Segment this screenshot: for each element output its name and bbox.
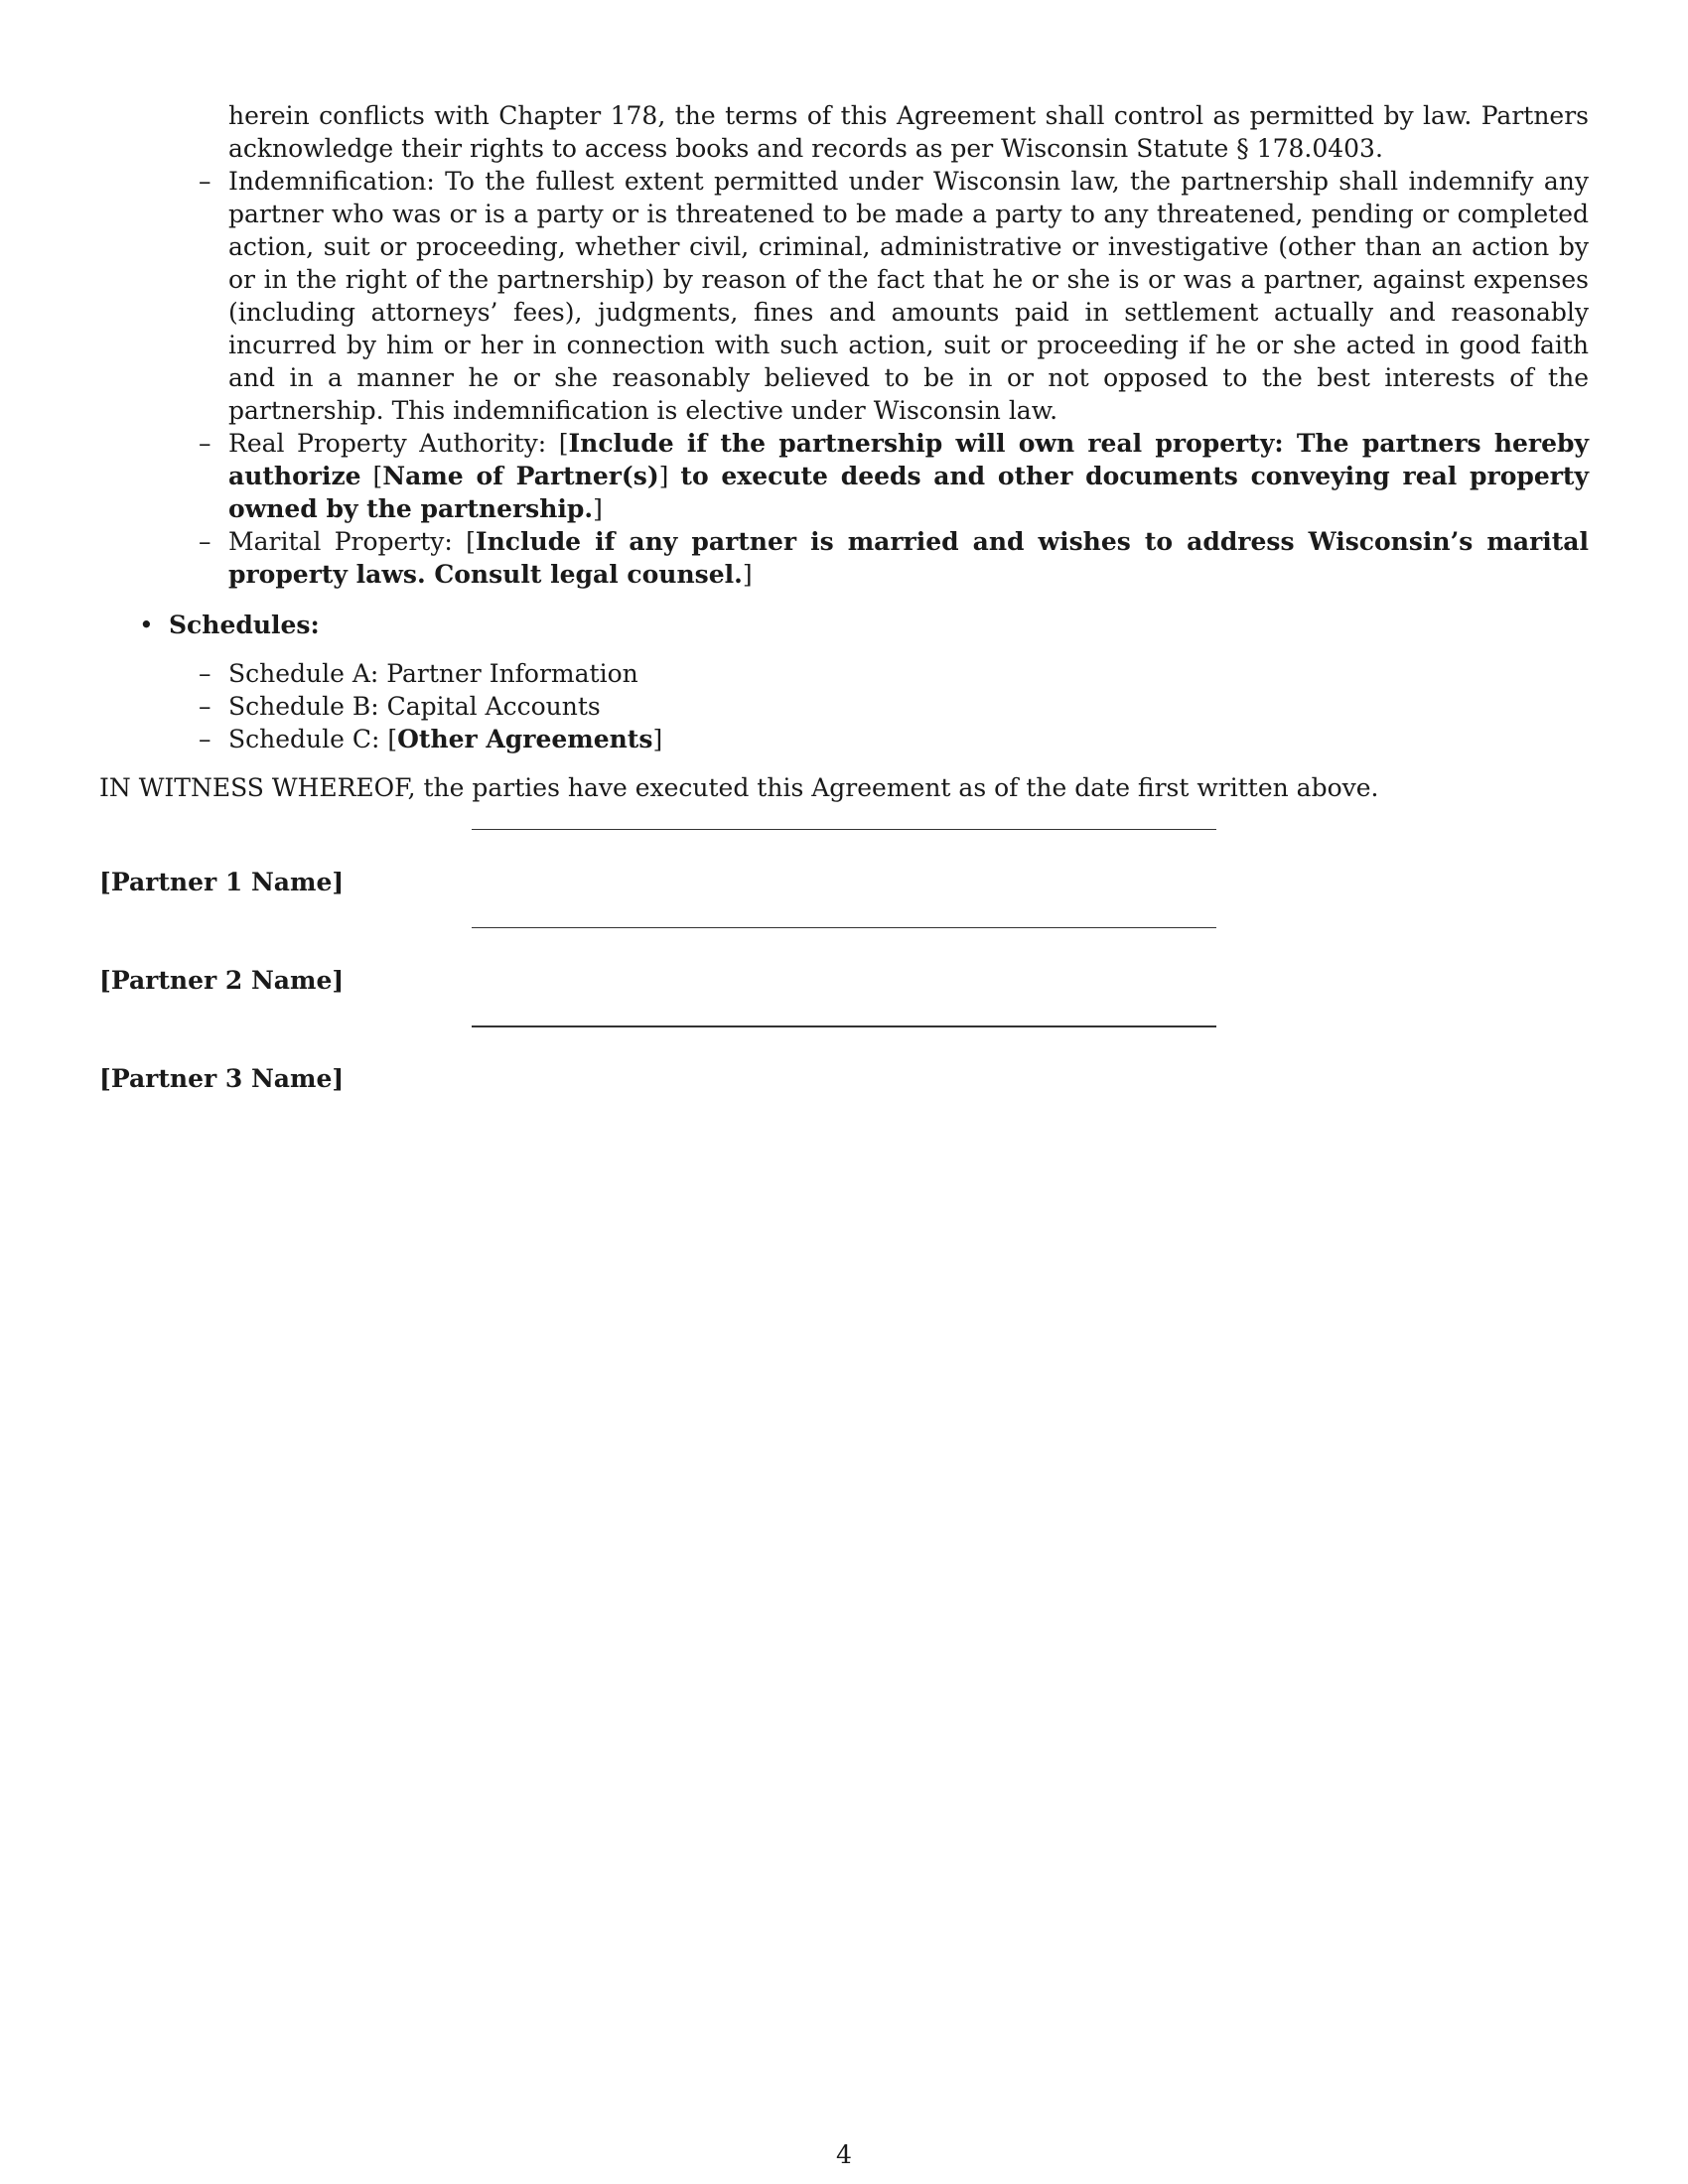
partner-name: [Partner 3 Name] (99, 1064, 345, 1093)
schedule-title: Other Agreements (397, 725, 653, 753)
clause-indemnification (199, 165, 1589, 427)
signature-block-1 (99, 829, 1589, 927)
clause-list (99, 165, 1589, 591)
dash-marker: – (199, 167, 211, 196)
dash-marker: – (199, 692, 211, 721)
schedule-prefix: Schedule B: (228, 692, 379, 721)
schedules-section (139, 609, 1589, 641)
page-number: 4 (836, 2140, 852, 2169)
schedule-title: Capital Accounts (386, 692, 601, 721)
clause-label: Indemnification: (228, 167, 435, 196)
schedules-heading: Schedules: (169, 611, 320, 639)
clause-real-property-authority: – Real Property Authority: [Include if the partnership will own real property: The partners hereby authorize [Name of Partner(s)] to execute deeds and other documents conveying real property owned by the partnership.] (199, 429, 1590, 523)
dash-marker: – (199, 429, 211, 458)
signature-block-2 (99, 927, 1589, 1025)
bullet-marker: • (139, 611, 154, 639)
schedule-title: Partner Information (386, 659, 638, 688)
witness-statement: IN WITNESS WHEREOF, the parties have executed this Agreement as of the date first written above. (99, 773, 1379, 802)
signature-line (472, 829, 1216, 830)
dash-marker: – (199, 659, 211, 688)
clause-label: Real Property Authority: (228, 429, 547, 458)
partner-name-placeholder: Name of Partner(s) (382, 462, 659, 490)
clause-bold-text: Include if the partnership will own real property: The partners hereby authorize (228, 429, 1590, 490)
clause-marital-property: – Marital Property: [Include if any partner is married and wishes to address Wisconsin’s marital property laws. Consult legal counsel.] (199, 527, 1590, 589)
signature-line (472, 927, 1216, 928)
signature-line (472, 1025, 1216, 1027)
schedules-list (99, 657, 1589, 755)
dash-marker: – (199, 725, 211, 753)
dash-marker: – (199, 527, 211, 556)
clause-text: To the fullest extent permitted under Wisconsin law, the partnership shall indemnify any partner who was or is a party or is threatened to be made a party to any threatened, pending or completed action, suit or proceeding, whether civil, criminal, administrative or investigative (other than an action by or in the right of the partnership) by reason of the fact that he or she is or was a partner, against expenses (including attorneys’ fees), judgments, fines and amounts paid in settlement actually and reasonably incurred by him or her in connection with such action, suit or proceeding if he or she acted in good faith and in a manner he or she reasonably believed to be in or not opposed to the best interests of the partnership. This indemnification is elective under Wisconsin law. (228, 167, 1589, 425)
continued-paragraph: herein conflicts with Chapter 178, the terms of this Agreement shall control as permitted by law. Partners acknowledge their rights to access books and records as per Wisconsin Statute § 178.0403. (228, 101, 1589, 163)
partner-name: [Partner 1 Name] (99, 868, 345, 896)
schedule-prefix: Schedule C: (228, 725, 380, 753)
schedule-b (199, 690, 1589, 723)
partner-name: [Partner 2 Name] (99, 966, 345, 995)
schedule-prefix: Schedule A: (228, 659, 379, 688)
clause-label: Marital Property: (228, 527, 453, 556)
clause-bold-text-continued: to execute deeds and other documents conveying real property owned by the partnership. (228, 462, 1590, 523)
clause-bold-text: Include if any partner is married and wishes to address Wisconsin’s marital property laws. Consult legal counsel. (228, 527, 1590, 589)
signature-block-3 (99, 1025, 1589, 1124)
schedule-a (199, 657, 1589, 690)
page-content (99, 99, 1589, 1124)
schedule-c: – Schedule C: [Other Agreements] (199, 725, 663, 753)
